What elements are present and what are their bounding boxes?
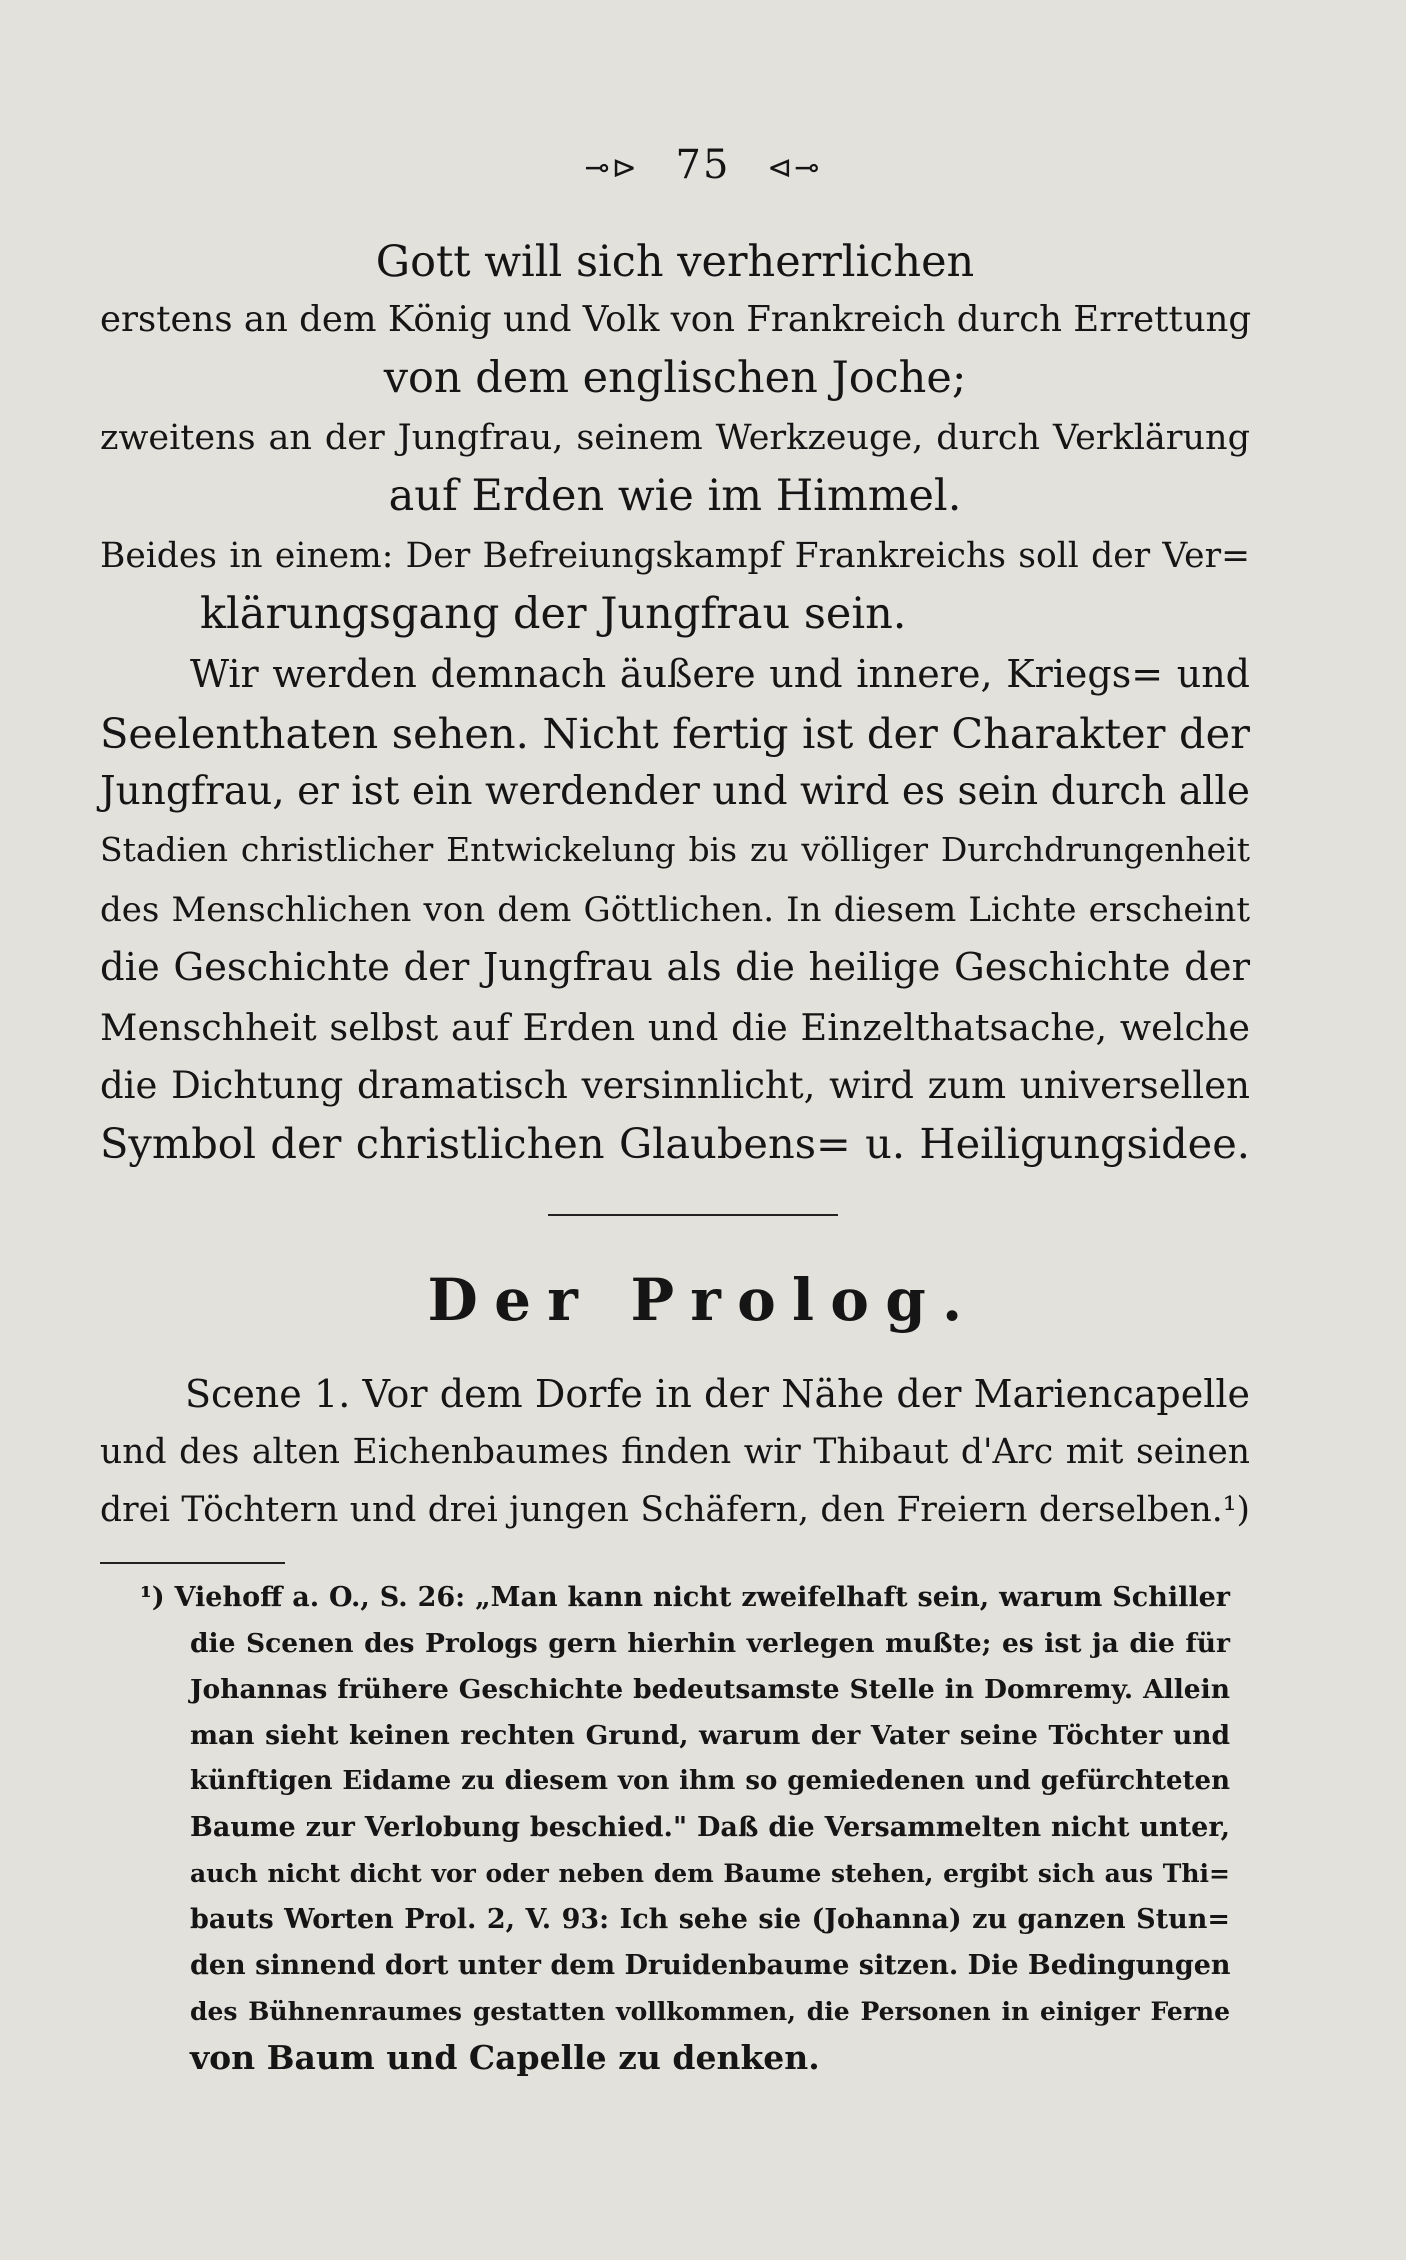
body-line: die Dichtung dramatisch versinnlicht, wird zum universellen (100, 1064, 1250, 1107)
body-line: Beides in einem: Der Befreiungskampf Frankreichs soll der Ver= (100, 536, 1250, 576)
footnote-line: künftigen Eidame zu diesem von ihm so gemiedenen und gefürchteten (190, 1766, 1230, 1796)
body-line: zweitens an der Jungfrau, seinem Werkzeuge, durch Verklärung (100, 418, 1250, 458)
body-line: Seelenthaten sehen. Nicht fertig ist der Charakter der (100, 709, 1250, 758)
body-line: erstens an dem König und Volk von Frankreich durch Errettung (100, 299, 1252, 340)
page-header (0, 142, 1406, 188)
footnote-line: Johannas frühere Geschichte bedeutsamste Stelle in Domremy. Allein (190, 1674, 1230, 1705)
body-line: Gott will sich verherrlichen (375, 237, 975, 287)
body-line: die Geschichte der Jungfrau als die heilige Geschichte der (100, 945, 1250, 990)
footnote-line: man sieht keinen rechten Grund, warum der Vater seine Töchter und (190, 1720, 1230, 1751)
footnote-line: Baume zur Verlobung beschied." Daß die Versammelten nicht unter, (190, 1812, 1230, 1843)
scene-line: Scene 1. Vor dem Dorfe in der Nähe der Mariencapelle (185, 1372, 1250, 1416)
body-line: Menschheit selbst auf Erden und die Einzelthatsache, welche (100, 1006, 1250, 1049)
footnote-line: den sinnend dort unter dem Druidenbaume sitzen. Die Bedingungen (190, 1950, 1231, 1981)
footnote-line: des Bühnenraumes gestatten vollkommen, die Personen in einiger Ferne (190, 1997, 1230, 2026)
scene-line: drei Töchtern und drei jungen Schäfern, den Freiern derselben.¹) (100, 1490, 1250, 1530)
ornament-left: ⊸⊳ (584, 150, 639, 186)
footnote-line: ¹) Viehoff a. O., S. 26: „Man kann nicht zweifelhaft sein, warum Schiller (140, 1582, 1230, 1613)
body-line: von dem englischen Joche; (383, 353, 967, 403)
body-line: Stadien christlicher Entwickelung bis zu völliger Durchdrungenheit (100, 830, 1250, 869)
body-line: klärungsgang der Jungfrau sein. (200, 589, 907, 639)
body-line: auf Erden wie im Himmel. (388, 471, 962, 521)
footnote-line: auch nicht dicht vor oder neben dem Baume stehen, ergibt sich aus Thi= (190, 1859, 1230, 1888)
body-line: Symbol der christlichen Glaubens= u. Heiligungsidee. (100, 1119, 1250, 1168)
footnote-line: bauts Worten Prol. 2, V. 93: Ich sehe sie (Johanna) zu ganzen Stun= (190, 1904, 1230, 1935)
section-divider (548, 1214, 838, 1216)
page-number: 75 (675, 142, 731, 188)
body-line: Wir werden demnach äußere und innere, Kriegs= und (190, 652, 1250, 696)
section-heading: Der Prolog. (427, 1266, 979, 1334)
footnote-line: die Scenen des Prologs gern hierhin verlegen mußte; es ist ja die für (190, 1628, 1230, 1659)
body-line: Jungfrau, er ist ein werdender und wird es sein durch alle (100, 769, 1250, 814)
footnote-rule (100, 1562, 285, 1564)
body-line: des Menschlichen von dem Göttlichen. In diesem Lichte erscheint (100, 890, 1250, 930)
footnote-line: von Baum und Capelle zu denken. (190, 2038, 820, 2077)
ornament-right: ⊲⊸ (767, 150, 822, 186)
scene-line: und des alten Eichenbaumes finden wir Thibaut d'Arc mit seinen (100, 1432, 1250, 1472)
